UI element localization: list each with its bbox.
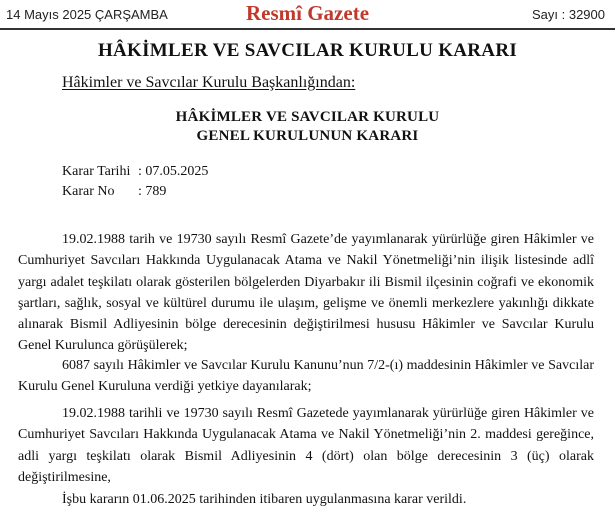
page-title: HÂKİMLER VE SAVCILAR KURULU KARARI	[97, 40, 518, 61]
issue-number: Sayı : 32900	[532, 7, 605, 22]
decision-date-value: : 07.05.2025	[138, 164, 209, 179]
paragraph-2: 6087 sayılı Hâkimler ve Savcılar Kurulu Kanunu’nun 7/2-(ı) maddesinin Hâkimler ve Savcılar Kurulu Genel Kuruluna verdiği yetkiye dayanılarak;	[18, 358, 594, 395]
paragraph-4: İşbu kararın 01.06.2025 tarihinden itibaren uygulanmasına karar verildi.	[62, 492, 467, 507]
gazette-header	[0, 0, 615, 28]
decision-heading-line-1: HÂKİMLER VE SAVCILAR KURULU	[175, 109, 440, 125]
issuing-authority: Hâkimler ve Savcılar Kurulu Başkanlığından:	[62, 74, 356, 91]
gazette-title: Resmî Gazete	[245, 1, 370, 25]
decision-date-label: Karar Tarihi	[62, 164, 131, 179]
decision-heading	[0, 108, 615, 146]
issue-date: 14 Mayıs 2025 ÇARŞAMBA	[6, 7, 168, 22]
paragraph-1: 19.02.1988 tarih ve 19730 sayılı Resmî Gazete’de yayımlanarak yürürlüğe giren Hâkimler ve Cumhuriyet Savcıları Hakkında Uygulanacak Atama ve Nakil Yönetmeliği’nin ilişik listesinde adlî yargı adalet teşkilatı olarak gösterilen bölgelerden Diyarbakır ili Bismil ilçesinin coğrafi ve ekonomik şartları, sağlık, sosyal ve kültürel durumu ile ulaşım, gelişme ve önemli merkezlere yakınlığı dikkate alınarak Bismil Adliyesinin bölge derecesinin değiştirilmesi hususu Hâkimler ve Savcılar Kurulu Genel Kurulunca görüşülerek;	[18, 232, 594, 354]
decision-number-label: Karar No	[62, 184, 115, 199]
decision-number-value: : 789	[138, 184, 167, 199]
header-divider	[0, 28, 615, 30]
decision-number	[62, 184, 166, 200]
decision-date	[62, 164, 208, 180]
paragraph-3: 19.02.1988 tarihli ve 19730 sayılı Resmî Gazetede yayımlanarak yürürlüğe giren Hâkimler ve Cumhuriyet Savcıları Hakkında Uygulanacak Atama ve Nakil Yönetmeliği’nin 2. maddesi gereğince, adli yargı teşkilatı olarak Bismil Adliyesinin 4 (dört) olan bölge derecesinin 3 (üç) olarak değiştirilmesine,	[18, 406, 594, 485]
decision-heading-line-2: GENEL KURULUNUN KARARI	[196, 128, 419, 144]
